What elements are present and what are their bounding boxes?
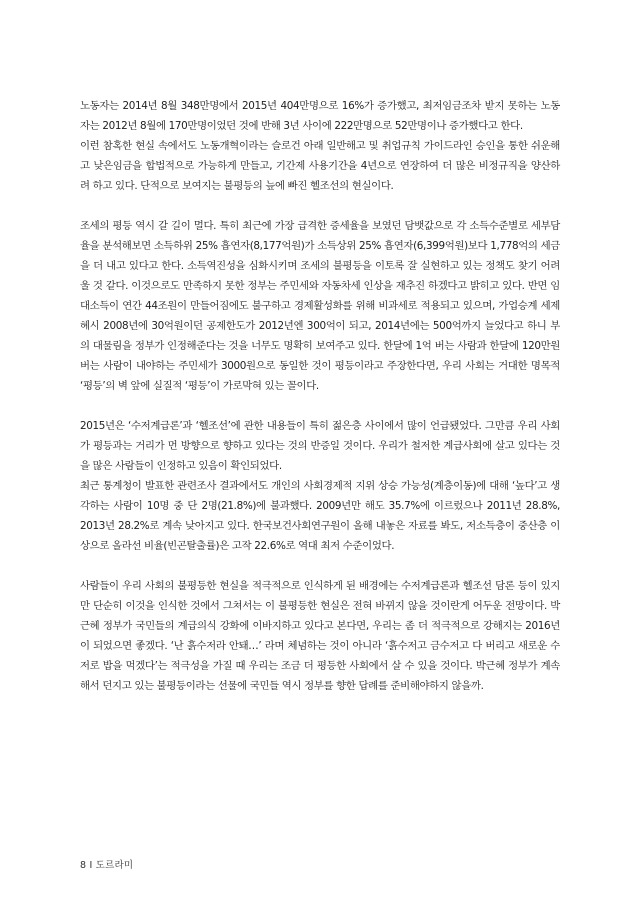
- paragraph-conclusion: 사람들이 우리 사회의 불평등한 현실을 적극적으로 인식하게 된 배경에는 수저계급론과 헬조선 담론 등이 있지만 단순히 이것을 인식한 것에서 그쳐서는 이 불평등한 현실은 전혀 바뀌지 않을 것이란게 어두운 전망이다. 박근혜 정부가 국민들의 계급의식 강화에 이바지하고 있다고 본다면, 우리는 좀 더 적극적으로 강해지는 2016년이 되었으면 좋겠다. ‘난 흙수저라 안돼…’ 라며 체념하는 것이 아니라 ‘흙수저고 금수저고 다 버리고 새로운 수저로 밥을 먹겠다’는 적극성을 가질 때 우리는 조금 더 평등한 사회에서 살 수 있을 것이다. 박근혜 정부가 계속해서 던지고 있는 불평등이라는 선물에 국민들 역시 정부를 향한 답례를 준비해야하지 않을까.: [80, 580, 560, 692]
- paragraph-spoon-class-theory: 2015년은 ‘수저계급론’과 ‘헬조선’에 관한 내용들이 특히 젊은층 사이에서 많이 언급됐었다. 그만큼 우리 사회가 평등과는 거리가 먼 방향으로 향하고 있다는 것의 반증일 것이다. 우리가 철저한 계급사회에 살고 있다는 것을 많은 사람들이 인정하고 있음이 확인되었다.: [80, 420, 560, 472]
- paragraph-social-mobility: 최근 통계청이 발표한 관련조사 결과에서도 개인의 사회경제적 지위 상승 가능성(계층이동)에 대해 ‘높다’고 생각하는 사람이 10명 중 단 2명(21.8%)에 불과했다. 2009년만 해도 35.7%에 이르렀으나 2011년 28.8%, 2013년 28.2%로 계속 낮아지고 있다. 한국보건사회연구원이 올해 내놓은 자료를 봐도, 저소득층이 중산층 이상으로 올라선 비율(빈곤탈출률)은 고작 22.6%로 역대 최저 수준이었다.: [80, 480, 560, 552]
- paragraph-spacer: [80, 396, 560, 416]
- document-body: [80, 96, 560, 696]
- paragraph-labor-reform: 이런 참혹한 현실 속에서도 노동개혁이라는 슬로건 아래 일반해고 및 취업규칙 가이드라인 승인을 통한 쉬운해고 낮은임금을 합법적으로 가능하게 만들고, 기간제 사용기간을 4년으로 연장하여 더 많은 비정규직을 양산하려 하고 있다. 단적으로 보여지는 불평등의 늪에 빠진 헬조선의 현실이다.: [80, 140, 560, 192]
- paragraph-tax-inequality: 조세의 평등 역시 갈 길이 멀다. 특히 최근에 가장 급격한 증세율을 보였던 담뱃값으로 각 소득수준별로 세부담율을 분석해보면 소득하위 25% 흡연자(8,177억원)가 소득상위 25% 흡연자(6,399억원)보다 1,778억의 세금을 더 내고 있다고 한다. 소득역진성을 심화시키며 조세의 불평등을 이토록 잘 실현하고 있는 정책도 찾기 어려울 것 같다. 이것으로도 만족하지 못한 정부는 주민세와 자동차세 인상을 재추진 하겠다고 밝히고 있다. 반면 임대소득이 연간 44조원이 만들어짐에도 불구하고 경제활성화를 위해 비과세로 적용되고 있으며, 가업승계 세제 혜시 2008년에 30억원이던 공제한도가 2012년엔 300억이 되고, 2014년에는 500억까지 늘었다고 하니 부의 대물림을 정부가 인정해준다는 것을 너무도 명확히 보여주고 있다. 한달에 1억 버는 사람과 한달에 120만원 버는 사람이 내야하는 주민세가 3000원으로 동일한 것이 평등이라고 주장한다면, 우리 사회는 거대한 명목적 ‘평등’의 벽 앞에 실질적 ‘평등’이 가로막혀 있는 꼴이다.: [80, 220, 560, 392]
- paragraph-spacer: [80, 196, 560, 216]
- paragraph-labor-statistics: 노동자는 2014년 8월 348만명에서 2015년 404만명으로 16%가 증가했고, 최저임금조차 받지 못하는 노동자는 2012년 8월에 170만명이었던 것에 반해 3년 사이에 222만명으로 52만명이나 증가했다고 한다.: [80, 100, 560, 132]
- paragraph-spacer: [80, 556, 560, 576]
- page-footer: 8 I 도르라미: [80, 860, 134, 871]
